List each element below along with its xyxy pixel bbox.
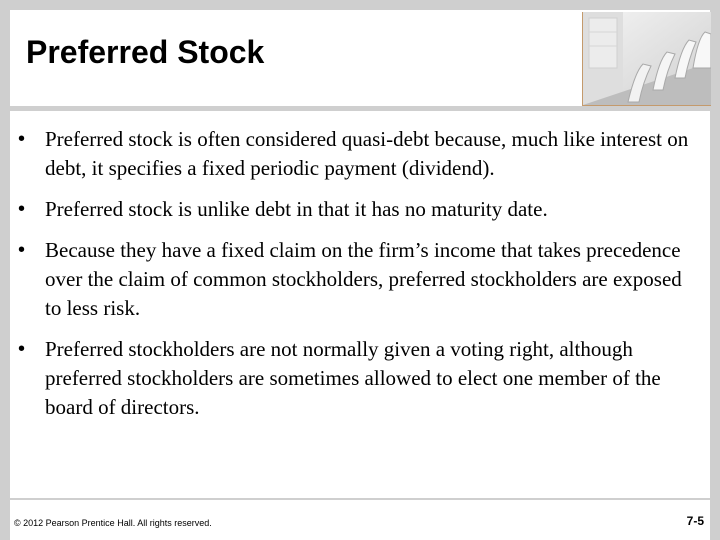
bullet-text: Preferred stock is often considered quasi-debt because, much like interest on debt, it specifies a fixed periodic payment (dividend). xyxy=(45,127,689,180)
chairs-illustration xyxy=(583,12,711,105)
bullet-icon: • xyxy=(18,198,26,220)
bullet-icon: • xyxy=(18,239,26,261)
bullet-item xyxy=(10,195,700,224)
bullet-icon: • xyxy=(18,338,26,360)
bullet-icon: • xyxy=(18,128,26,150)
bullet-item xyxy=(10,335,700,422)
bullet-text: Because they have a fixed claim on the firm’s income that takes precedence over the claim of common stockholders, preferred stockholders are exposed to less risk. xyxy=(45,238,682,320)
slide-title: Preferred Stock xyxy=(26,34,265,70)
bullet-item xyxy=(10,236,700,323)
copyright-notice: © 2012 Pearson Prentice Hall. All rights reserved. xyxy=(14,518,212,528)
bullet-item xyxy=(10,125,700,183)
content-panel xyxy=(10,111,710,498)
bullet-text: Preferred stock is unlike debt in that it has no maturity date. xyxy=(45,197,548,221)
page-number: 7-5 xyxy=(686,514,704,528)
bullet-list xyxy=(10,125,700,434)
boardroom-chairs-photo xyxy=(582,12,711,106)
bullet-text: Preferred stockholders are not normally given a voting right, although preferred stockholders are sometimes allowed to elect one member of the board of directors. xyxy=(45,337,661,419)
footer-panel xyxy=(10,500,710,540)
